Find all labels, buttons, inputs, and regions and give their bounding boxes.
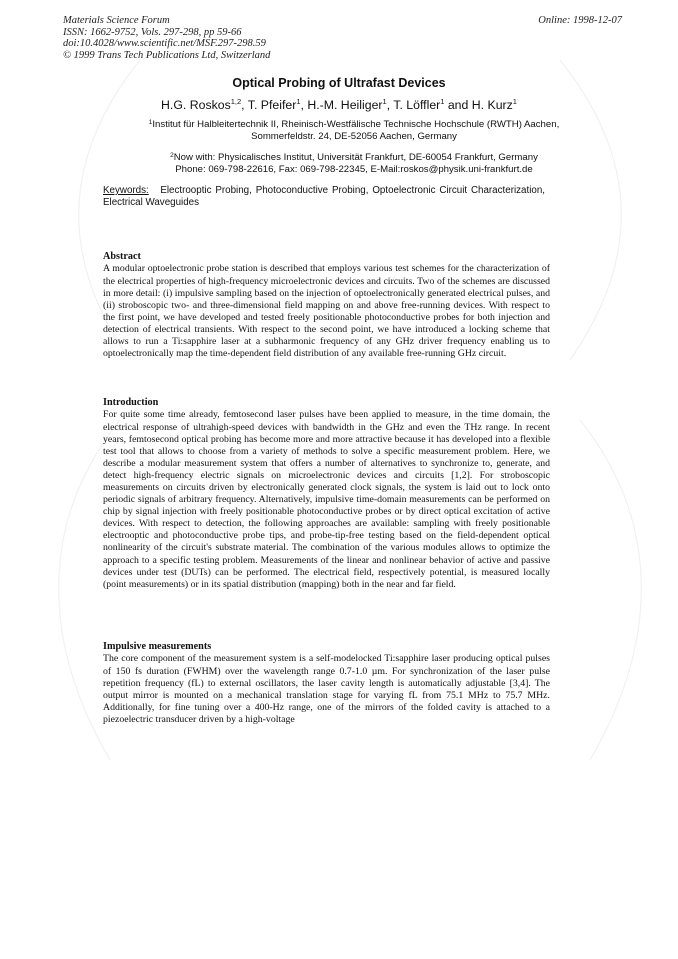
- copyright-line: © 1999 Trans Tech Publications Ltd, Switzerland: [63, 49, 271, 61]
- author-affiliation-mark: 1: [512, 97, 517, 106]
- author-name: T. Pfeifer: [247, 98, 297, 112]
- author-affiliation-mark: 1,2: [230, 97, 242, 106]
- introduction-text: For quite some time already, femtosecond laser pulses have been applied to measure, in the time domain, the electrical response of ultrahigh-speed devices with bandwidth in the GHz and even the THz range. In recent years, femtosecond optical probing has become more and more attractive because it has developed into a flexible test tool that allows to choose from a variety of methods to solve a specific measurement problem. Here, we describe a modular measurement system that offers a number of alternatives to synchronize to, generate, and detect high-frequency electric signals on microelectronic devices and circuits [1,2]. For stroboscopic measurements on circuits driven by electronically generated clock signals, the system is laid out to lock onto periodic signals of arbitrary frequency. Alternatively, impulsive time-domain measurements can be performed on chip by signal injection with freely positionable photoconductive probes or by direct optical excitation of active devices. With respect to detection, the following approaches are available: sampling with freely positionable electrooptic and photoconductive probe tips, and probe-tip-free testing based on the field-dependent optical nonlinearity of the circuit's substrate material. The combination of the various modules allows to optimize the approach to a specific testing problem. Measurements of the linear and nonlinear behavior of active and passive devices under test (DUTs) can be performed. The electrical field, respectively potential, is measured locally (point measurements) or in its spatial distribution (mapping) both in the near and far field.: [103, 409, 550, 590]
- author-conjunction: and: [444, 98, 472, 112]
- keywords-label: Keywords:: [103, 185, 149, 196]
- introduction-section: [103, 397, 550, 591]
- issn-line: ISSN: 1662-9752, Vols. 297-298, pp 59-66: [63, 26, 242, 38]
- affiliation-line: Now with: Physicalisches Institut, Universität Frankfurt, DE-60054 Frankfurt, Germany: [173, 152, 538, 163]
- impulsive-measurements-heading: Impulsive measurements: [103, 641, 212, 652]
- contact-line: Phone: 069-798-22616, Fax: 069-798-22345, E-Mail:roskos@physik.uni-frankfurt.de: [175, 164, 533, 176]
- keywords: [103, 185, 545, 209]
- impulsive-measurements-section: [103, 641, 550, 726]
- author-affiliation-mark: 1: [440, 97, 445, 106]
- abstract-text: A modular optoelectronic probe station is described that employs various test schemes for the characterization of the electrical properties of high-frequency microelectronic devices and circuits. Two of the schemes are discussed in more detail: (i) impulsive sampling based on the injection of optoelectronically generated electrical pulses, and (ii) stroboscopic two- and three-dimensional field mapping on and above free-running devices. With respect to the first point, we have developed and tested freely positionable photoconductive probes for both injection and detection of electrical transients. With respect to the second point, we have introduced a locking scheme that allows to run a Ti:sapphire laser at a subharmonic frequency of any GHz driver frequency enabling us to optoelectronically map the time-dependent field distribution of any available free-running GHz circuit.: [103, 263, 550, 360]
- author-name: H. Kurz: [471, 98, 513, 112]
- affiliation-1: [90, 117, 618, 144]
- introduction-heading: Introduction: [103, 397, 159, 408]
- author-separator: ,: [241, 98, 248, 112]
- author-affiliation-mark: 1: [382, 97, 387, 106]
- journal-name: Materials Science Forum: [63, 15, 170, 26]
- impulsive-measurements-text: The core component of the measurement system is a self-modelocked Ti:sapphire laser producing optical pulses of 150 fs duration (FWHM) over the wavelength range 0.7-1.0 µm. For synchronization of the laser pulse repetition frequency (fL) to external oscillators, the laser cavity length is automatically adjustable [3,4]. The output mirror is mounted on a mechanical translation stage for varying fL from 75.1 MHz to 75.7 MHz. Additionally, for fine tuning over a 400-Hz range, one of the mirrors of the folded cavity is attached to a piezoelectric transducer driven by a high-voltage: [103, 653, 550, 725]
- online-date: Online: 1998-12-07: [538, 15, 622, 26]
- affiliation-line: Sommerfeldstr. 24, DE-52056 Aachen, Germany: [251, 131, 457, 143]
- abstract-heading: Abstract: [103, 251, 141, 262]
- keywords-text: Electrooptic Probing, Photoconductive Probing, Optoelectronic Circuit Characterization, Electrical Waveguides: [103, 185, 546, 208]
- doi-line[interactable]: doi:10.4028/www.scientific.net/MSF.297-298.59: [63, 38, 266, 50]
- author-name: H.G. Roskos: [161, 98, 231, 112]
- paper-title: Optical Probing of Ultrafast Devices: [232, 76, 446, 90]
- affiliation-mark: 1: [148, 119, 153, 126]
- author-separator: ,: [300, 98, 308, 112]
- affiliation-mark: 2: [170, 152, 174, 159]
- author-list: [0, 97, 678, 112]
- author-name: T. Löffler: [393, 98, 441, 112]
- author-separator: ,: [386, 98, 394, 112]
- author-affiliation-mark: 1: [296, 97, 301, 106]
- abstract-section: [103, 251, 550, 360]
- running-header: [63, 15, 270, 61]
- author-name: H.-M. Heiliger: [307, 98, 383, 112]
- affiliation-2: [90, 150, 618, 177]
- affiliation-line: Institut für Halbleitertechnik II, Rheinisch-Westfälische Technische Hochschule (RWTH) Aachen,: [152, 119, 560, 130]
